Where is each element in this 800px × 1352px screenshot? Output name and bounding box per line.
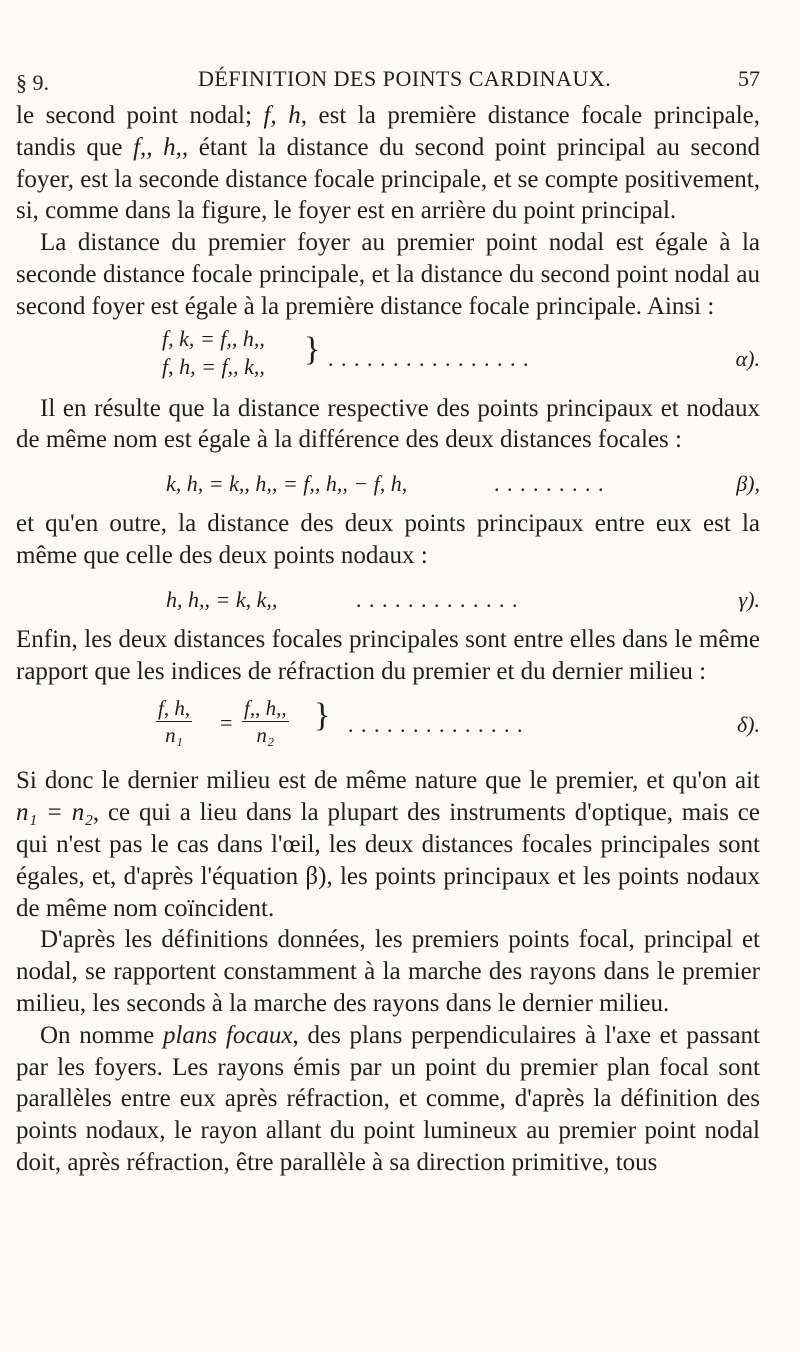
numerator: f, h, [158,696,191,721]
equation-delta [16,687,760,765]
equation-label: γ). [738,586,760,612]
leader-dots: . . . . . . . . . . . . . [356,586,519,612]
fraction-left [156,695,192,748]
paragraph-8 [16,1020,760,1179]
chapter-title: DÉFINITION DES POINTS CARDINAUX. [198,66,612,91]
text-run: étant la distance du second point principal au second foyer, est la seconde distance focale principale, et se compte positivement, si, comme dans la figure, le foyer est en arrière du point principal. [16,133,760,225]
paragraph-7: D'après les définitions données, les premiers points focal, principal et nodal, se rapportent constamment à la marche des rayons dans le premier milieu, les seconds à la marche des rayons dans le dernier milieu. [16,926,760,1017]
equation-beta [16,456,760,508]
emphasis: plans focaux [162,1021,293,1049]
inline-math: n₁ = n₂ [16,799,93,827]
denominator: n₁ [165,723,183,748]
equation-label: β), [736,471,760,497]
inline-math: f,, h,, [133,133,189,161]
equation-gamma [16,572,760,624]
equation-label: δ). [736,712,760,738]
paragraph-1 [16,100,760,227]
equals-sign: = [220,710,233,736]
text-run: est la première distance focale principale, tandis que [16,102,760,161]
body-text [16,100,760,1179]
equation-alpha-line1: f, k, = f,, h,, [162,325,265,351]
numerator: f,, h,, [244,696,287,721]
brace: } [314,697,331,735]
fraction-right [242,695,289,748]
equation-label: α). [735,345,760,371]
section-number: § 9. [16,70,49,95]
paragraph-5: Enfin, les deux distances focales principales sont entre elles dans le même rapport que les indices de réfraction du premier et du dernier milieu : [16,625,760,685]
denominator: n₂ [256,723,275,748]
paragraph-2: La distance du premier foyer au premier point nodal est égale à la seconde distance focale principale, et la distance du second point nodal au second foyer est égale à la première distance focale principale. Ainsi : [16,229,760,320]
equation-gamma-expression: h, h,, = k, k,, [166,586,278,612]
paragraph-6 [16,765,760,924]
inline-math: f, h, [263,102,307,129]
leader-dots: . . . . . . . . . . . . . . . . [328,345,530,371]
text-run: Si donc le dernier milieu est de même nature que le premier, et qu'on ait [16,767,760,795]
text-run: , ce qui a lieu dans la plupart des instruments d'optique, mais ce qui n'est pas le cas dans l'œil, les deux distances focales principales sont égales, et, d'après l'équation β), les points principaux et les points nodaux de même nom coïncident. [16,799,760,922]
leader-dots: . . . . . . . . . [494,471,605,497]
paragraph-3: Il en résulte que la distance respective des points principaux et nodaux de même nom est égale à la différence des deux distances focales : [16,394,760,454]
text-run: le second point nodal; [16,102,264,129]
brace: } [304,330,321,368]
running-header [16,66,760,100]
paragraph-4: et qu'en outre, la distance des deux points principaux entre eux est la même que celle des deux points nodaux : [16,510,760,569]
equation-alpha-line2: f, h, = f,, k,, [162,353,265,379]
text-run: On nomme [40,1021,163,1049]
leader-dots: . . . . . . . . . . . . . . [348,712,524,738]
equation-alpha [16,323,760,393]
equation-beta-expression: k, h, = k,, h,, = f,, h,, − f, h, [166,471,408,497]
text-run: , des plans perpendiculaires à l'axe et passant par les foyers. Les rayons émis par un point du premier plan focal sont parallèles entre eux après réfraction, et comme, d'après la définition des points nodaux, le rayon allant du point lumineux au premier point nodal doit, après réfraction, être parallèle à sa direction primitive, tous [16,1021,760,1176]
page-number: 57 [738,66,760,91]
